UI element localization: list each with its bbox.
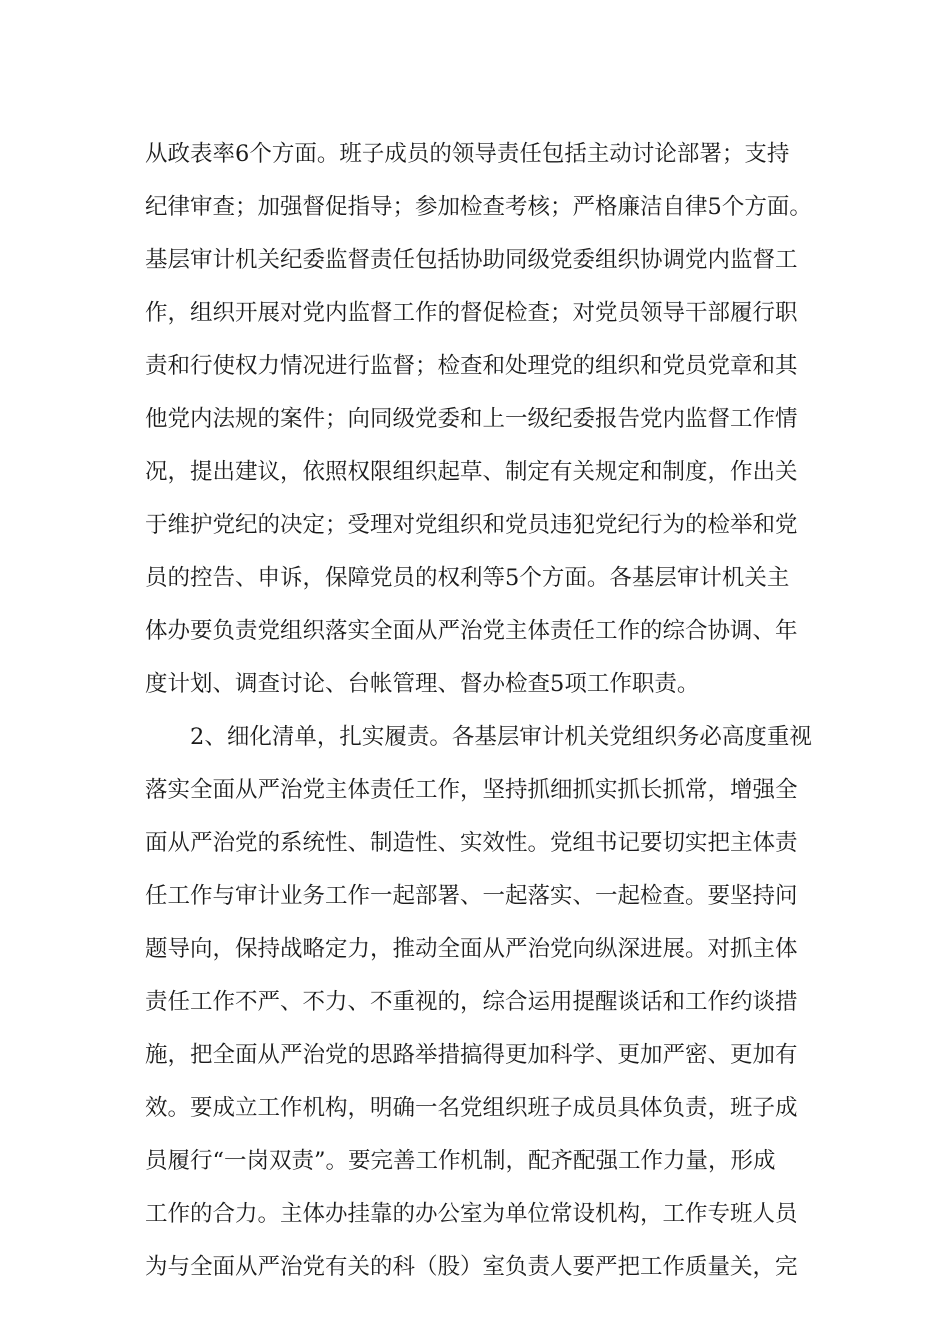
text-line: 题导向，保持战略定力，推动全面从严治党向纵深进展。对抓主体 [145, 936, 798, 962]
text-line: 为与全面从严治党有关的科（股）室负责人要严把工作质量关，完 [145, 1254, 798, 1280]
text-line: 度计划、调查讨论、台帐管理、督办检查5项工作职责。 [145, 671, 700, 697]
text-line: 责任工作不严、不力、不重视的，综合运用提醒谈话和工作约谈措 [145, 989, 798, 1015]
text-line: 面从严治党的系统性、制造性、实效性。党组书记要切实把主体责 [145, 830, 798, 856]
text-line: 基层审计机关纪委监督责任包括协助同级党委组织协调党内监督工 [145, 247, 798, 273]
text-line: 员履行“一岗双责”。要完善工作机制，配齐配强工作力量，形成 [145, 1148, 776, 1174]
text-line: 体办要负责党组织落实全面从严治党主体责任工作的综合协调、年 [145, 618, 798, 644]
text-line: 从政表率6个方面。班子成员的领导责任包括主动讨论部署；支持 [145, 141, 790, 167]
text-line: 施，把全面从严治党的思路举措搞得更加科学、更加严密、更加有 [145, 1042, 798, 1068]
text-line: 作，组织开展对党内监督工作的督促检查；对党员领导干部履行职 [145, 300, 798, 326]
text-line: 落实全面从严治党主体责任工作，坚持抓细抓实抓长抓常，增强全 [145, 777, 798, 803]
text-line: 员的控告、申诉，保障党员的权利等5个方面。各基层审计机关主 [145, 565, 790, 591]
paragraph-first-line: 2、细化清单，扎实履责。各基层审计机关党组织务必高度重视 [190, 724, 812, 750]
text-line: 效。要成立工作机构，明确一名党组织班子成员具体负责，班子成 [145, 1095, 798, 1121]
text-line: 况，提出建议，依照权限组织起草、制定有关规定和制度，作出关 [145, 459, 798, 485]
text-line: 任工作与审计业务工作一起部署、一起落实、一起检查。要坚持问 [145, 883, 798, 909]
text-line: 纪律审查；加强督促指导；参加检查考核；严格廉洁自律5个方面。 [145, 194, 812, 220]
text-line: 工作的合力。主体办挂靠的办公室为单位常设机构，工作专班人员 [145, 1201, 798, 1227]
text-line: 他党内法规的案件；向同级党委和上一级纪委报告党内监督工作情 [145, 406, 798, 432]
text-line: 于维护党纪的决定；受理对党组织和党员违犯党纪行为的检举和党 [145, 512, 798, 538]
text-line: 责和行使权力情况进行监督；检查和处理党的组织和党员党章和其 [145, 353, 798, 379]
